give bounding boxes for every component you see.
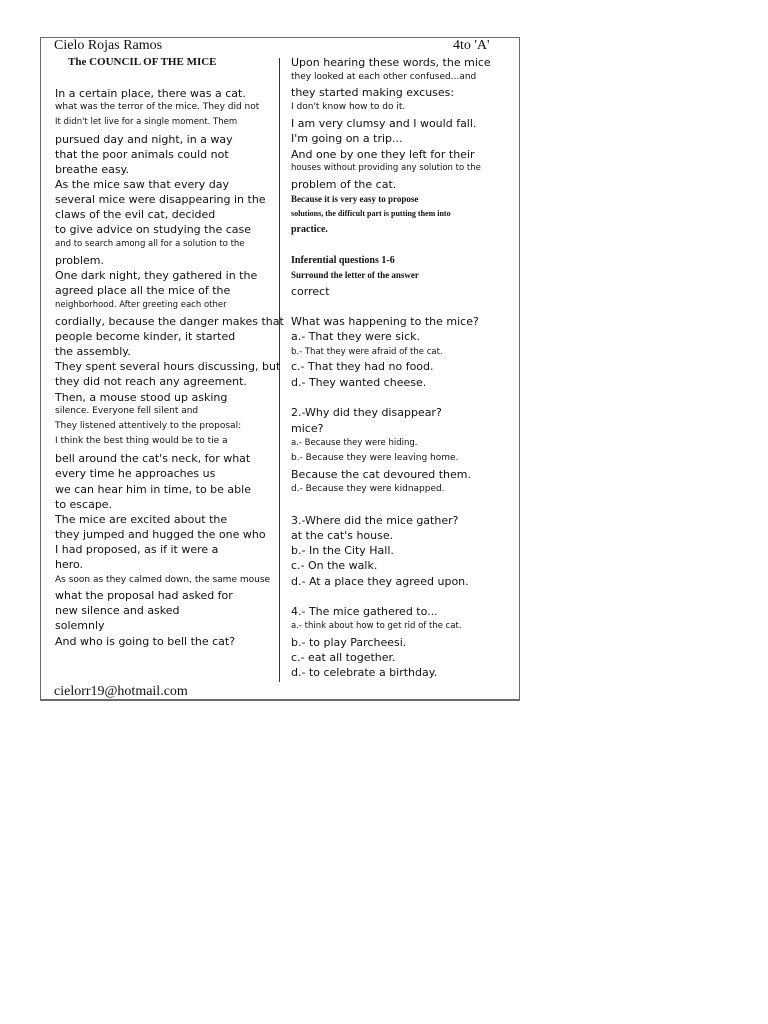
answer-option[interactable]: b.- Because they were leaving home. — [291, 453, 459, 463]
story-line: I am very clumsy and I would fall. — [291, 117, 477, 130]
story-line: One dark night, they gathered in the — [55, 269, 258, 282]
story-line: problem. — [55, 254, 105, 267]
answer-option[interactable]: at the cat's house. — [291, 529, 394, 542]
question-2: mice? — [291, 422, 324, 435]
answer-option[interactable]: b.- That they were afraid of the cat. — [291, 347, 443, 357]
questions-instruction: Surround the letter of the answer — [291, 270, 419, 280]
story-line: breathe easy. — [55, 163, 129, 176]
story-line: houses without providing any solution to the — [291, 163, 481, 173]
story-line: Upon hearing these words, the mice — [291, 56, 491, 69]
story-line: what the proposal had asked for — [55, 589, 233, 602]
story-line: they looked at each other confused...and — [291, 72, 477, 82]
answer-option[interactable]: d.- Because they were kidnapped. — [291, 484, 445, 494]
story-line: I had proposed, as if it were a — [55, 543, 219, 556]
story-line: They listened attentively to the proposal: — [55, 421, 242, 431]
answer-option[interactable]: b.- to play Parcheesi. — [291, 636, 407, 649]
story-line: claws of the evil cat, decided — [55, 208, 216, 221]
story-line: they jumped and hugged the one who — [55, 528, 266, 541]
story-line: Then, a mouse stood up asking — [55, 391, 228, 404]
story-line: and to search among all for a solution to the — [55, 239, 245, 249]
story-line: They spent several hours discussing, but — [55, 360, 281, 373]
story-line: they did not reach any agreement. — [55, 375, 247, 388]
answer-option[interactable]: d.- They wanted cheese. — [291, 376, 427, 389]
story-line: what was the terror of the mice. They did not — [55, 102, 260, 112]
answer-option[interactable]: c.- On the walk. — [291, 559, 378, 572]
author-name: Cielo Rojas Ramos — [54, 38, 163, 53]
story-line: silence. Everyone fell silent and — [55, 406, 199, 416]
story-line: As soon as they calmed down, the same mouse — [55, 575, 271, 585]
story-line: people become kinder, it started — [55, 330, 236, 343]
story-line: new silence and asked — [55, 604, 180, 617]
story-line: agreed place all the mice of the — [55, 284, 231, 297]
moral-line: practice. — [291, 224, 328, 235]
story-line: pursued day and night, in a way — [55, 133, 233, 146]
story-line: And who is going to bell the cat? — [55, 635, 236, 648]
moral-line: solutions, the difficult part is putting them into — [291, 209, 451, 218]
question-3: 3.-Where did the mice gather? — [291, 514, 459, 527]
story-line: bell around the cat's neck, for what — [55, 452, 251, 465]
questions-instruction: correct — [291, 285, 330, 298]
story-title: The COUNCIL OF THE MICE — [68, 56, 217, 68]
questions-heading: Inferential questions 1-6 — [291, 255, 395, 266]
question-4: 4.- The mice gathered to... — [291, 605, 438, 618]
story-line: As the mice saw that every day — [55, 178, 229, 191]
story-line: In a certain place, there was a cat. — [55, 87, 246, 100]
answer-option[interactable]: a.- That they were sick. — [291, 330, 421, 343]
story-line: we can hear him in time, to be able — [55, 483, 251, 496]
answer-option[interactable]: b.- In the City Hall. — [291, 544, 394, 557]
story-line: every time he approaches us — [55, 467, 216, 480]
answer-option[interactable]: d.- to celebrate a birthday. — [291, 666, 438, 679]
story-line: to give advice on studying the case — [55, 223, 252, 236]
answer-option[interactable]: c.- eat all together. — [291, 651, 396, 664]
answer-option[interactable]: d.- At a place they agreed upon. — [291, 575, 469, 588]
story-line: I think the best thing would be to tie a — [55, 436, 228, 446]
story-line: And one by one they left for their — [291, 148, 475, 161]
answer-option[interactable]: a.- Because they were hiding. — [291, 438, 418, 448]
story-line: problem of the cat. — [291, 178, 397, 191]
answer-option[interactable]: c.- That they had no food. — [291, 360, 434, 373]
story-line: neighborhood. After greeting each other — [55, 300, 227, 310]
question-1: What was happening to the mice? — [291, 315, 479, 328]
question-2: 2.-Why did they disappear? — [291, 406, 442, 419]
story-line: The mice are excited about the — [55, 513, 228, 526]
story-line: I don't know how to do it. — [291, 102, 406, 112]
story-line: It didn't let live for a single moment. Them — [55, 117, 238, 127]
answer-option[interactable]: Because the cat devoured them. — [291, 468, 471, 481]
grade-label: 4to 'A' — [453, 38, 490, 53]
story-line: I'm going on a trip... — [291, 132, 403, 145]
moral-line: Because it is very easy to propose — [291, 194, 419, 204]
answer-option[interactable]: a.- think about how to get rid of the cat. — [291, 621, 462, 631]
story-line: to escape. — [55, 498, 113, 511]
story-line: several mice were disappearing in the — [55, 193, 266, 206]
story-line: solemnly — [55, 619, 105, 632]
author-email: cielorr19@hotmail.com — [54, 684, 188, 699]
story-line: they started making excuses: — [291, 86, 455, 99]
story-line: the assembly. — [55, 345, 131, 358]
story-line: cordially, because the danger makes that — [55, 315, 284, 328]
story-line: that the poor animals could not — [55, 148, 229, 161]
story-line: hero. — [55, 558, 84, 571]
